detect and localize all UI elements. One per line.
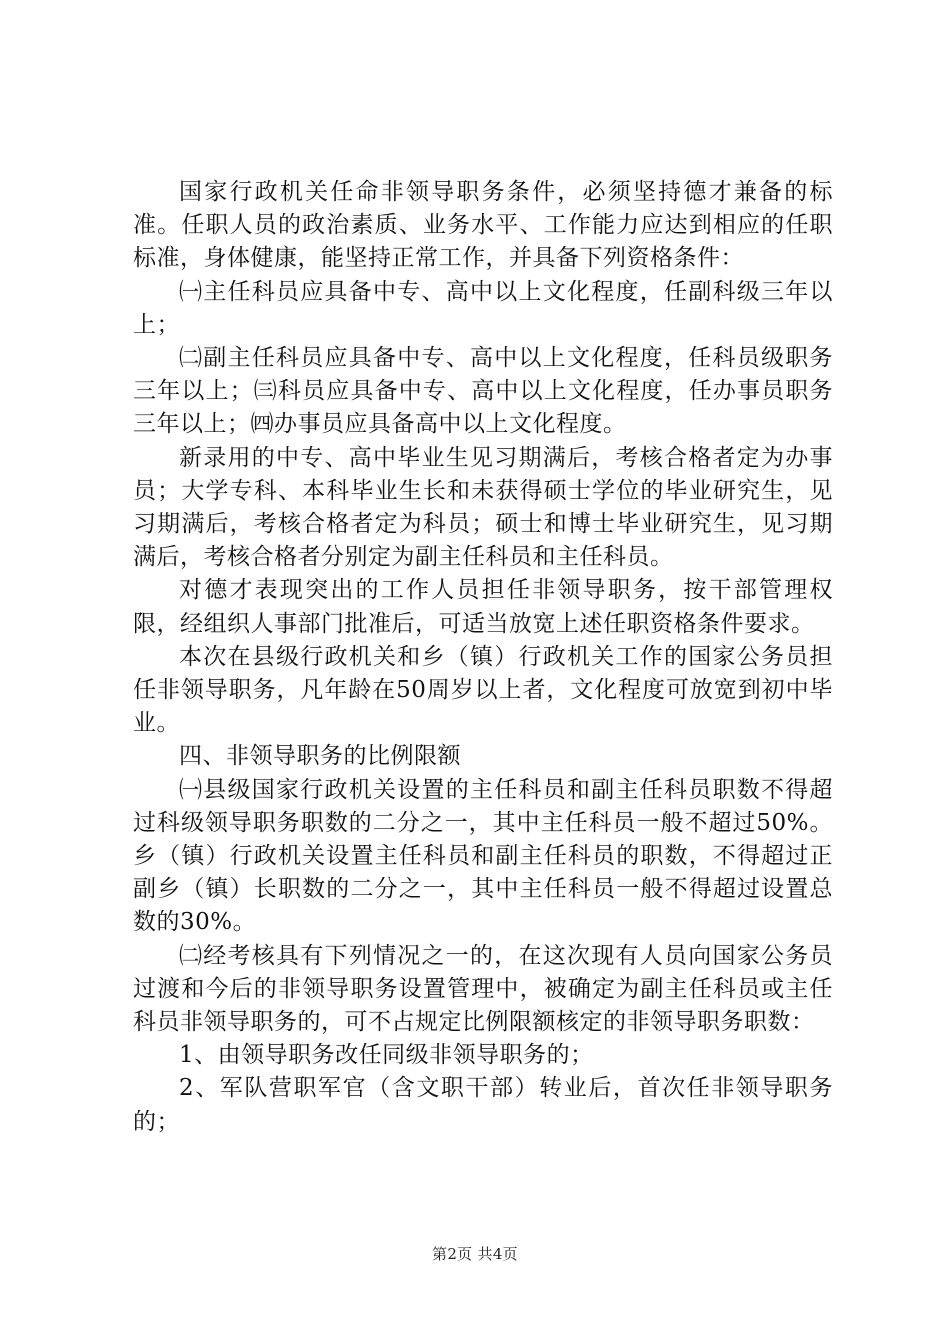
list-item-1: 1、由领导职务改任同级非领导职务的； <box>179 1042 594 1069</box>
paragraph-new-graduates: 新录用的中专、高中毕业生见习期满后，考核合格者定为办事员；大学专科、本科毕业生长和未获得硕士学位的毕业研究生，见习期满后，考核合格者定为科员；硕士和博士毕业研究生，见习期满后，考核合格者分别定为副主任科员和主任科员。 <box>133 444 833 571</box>
list-item-2: 2、军队营职军官（含文职干部）转业后，首次任非领导职务的； <box>133 1075 833 1135</box>
paragraph-item-2-3-4: ㈡副主任科员应具备中专、高中以上文化程度，任科员级职务三年以上；㈢科员应具备中专、高中以上文化程度，任办事员职务三年以上；㈣办事员应具备高中以上文化程度。 <box>133 345 833 438</box>
paragraph-item-1-principal-clerk: ㈠主任科员应具备中专、高中以上文化程度，任副科级三年以上； <box>133 278 833 338</box>
page-number-footer: 第2页 共4页 <box>432 1245 518 1263</box>
paragraph-qualification-conditions: 国家行政机关任命非领导职务条件，必须坚持德才兼备的标准。任职人员的政治素质、业务水平、工作能力应达到相应的任职标准，身体健康，能坚持正常工作，并具备下列资格条件： <box>133 179 833 272</box>
document-body <box>133 176 833 1139</box>
paragraph-age-over-50: 本次在县级行政机关和乡（镇）行政机关工作的国家公务员担任非领导职务，凡年龄在50周岁以上者，文化程度可放宽到初中毕业。 <box>133 643 833 737</box>
section-heading-ratio-limits: 四、非领导职务的比例限额 <box>179 743 461 770</box>
paragraph-ratio-item-1: ㈠县级国家行政机关设置的主任科员和副主任科员职数不得超过科级领导职务职数的二分之一，其中主任科员一般不超过50%。乡（镇）行政机关设置主任科员和副主任科员的职数，不得超过正副乡（镇）长职数的二分之一，其中主任科员一般不得超过设置总数的30%。 <box>133 776 833 936</box>
paragraph-outstanding-staff: 对德才表现突出的工作人员担任非领导职务，按干部管理权限，经组织人事部门批准后，可适当放宽上述任职资格条件要求。 <box>133 577 833 637</box>
paragraph-ratio-item-2: ㈡经考核具有下列情况之一的，在这次现有人员向国家公务员过渡和今后的非领导职务设置管理中，被确定为副主任科员或主任科员非领导职务的，可不占规定比例限额核定的非领导职务职数： <box>133 942 833 1036</box>
